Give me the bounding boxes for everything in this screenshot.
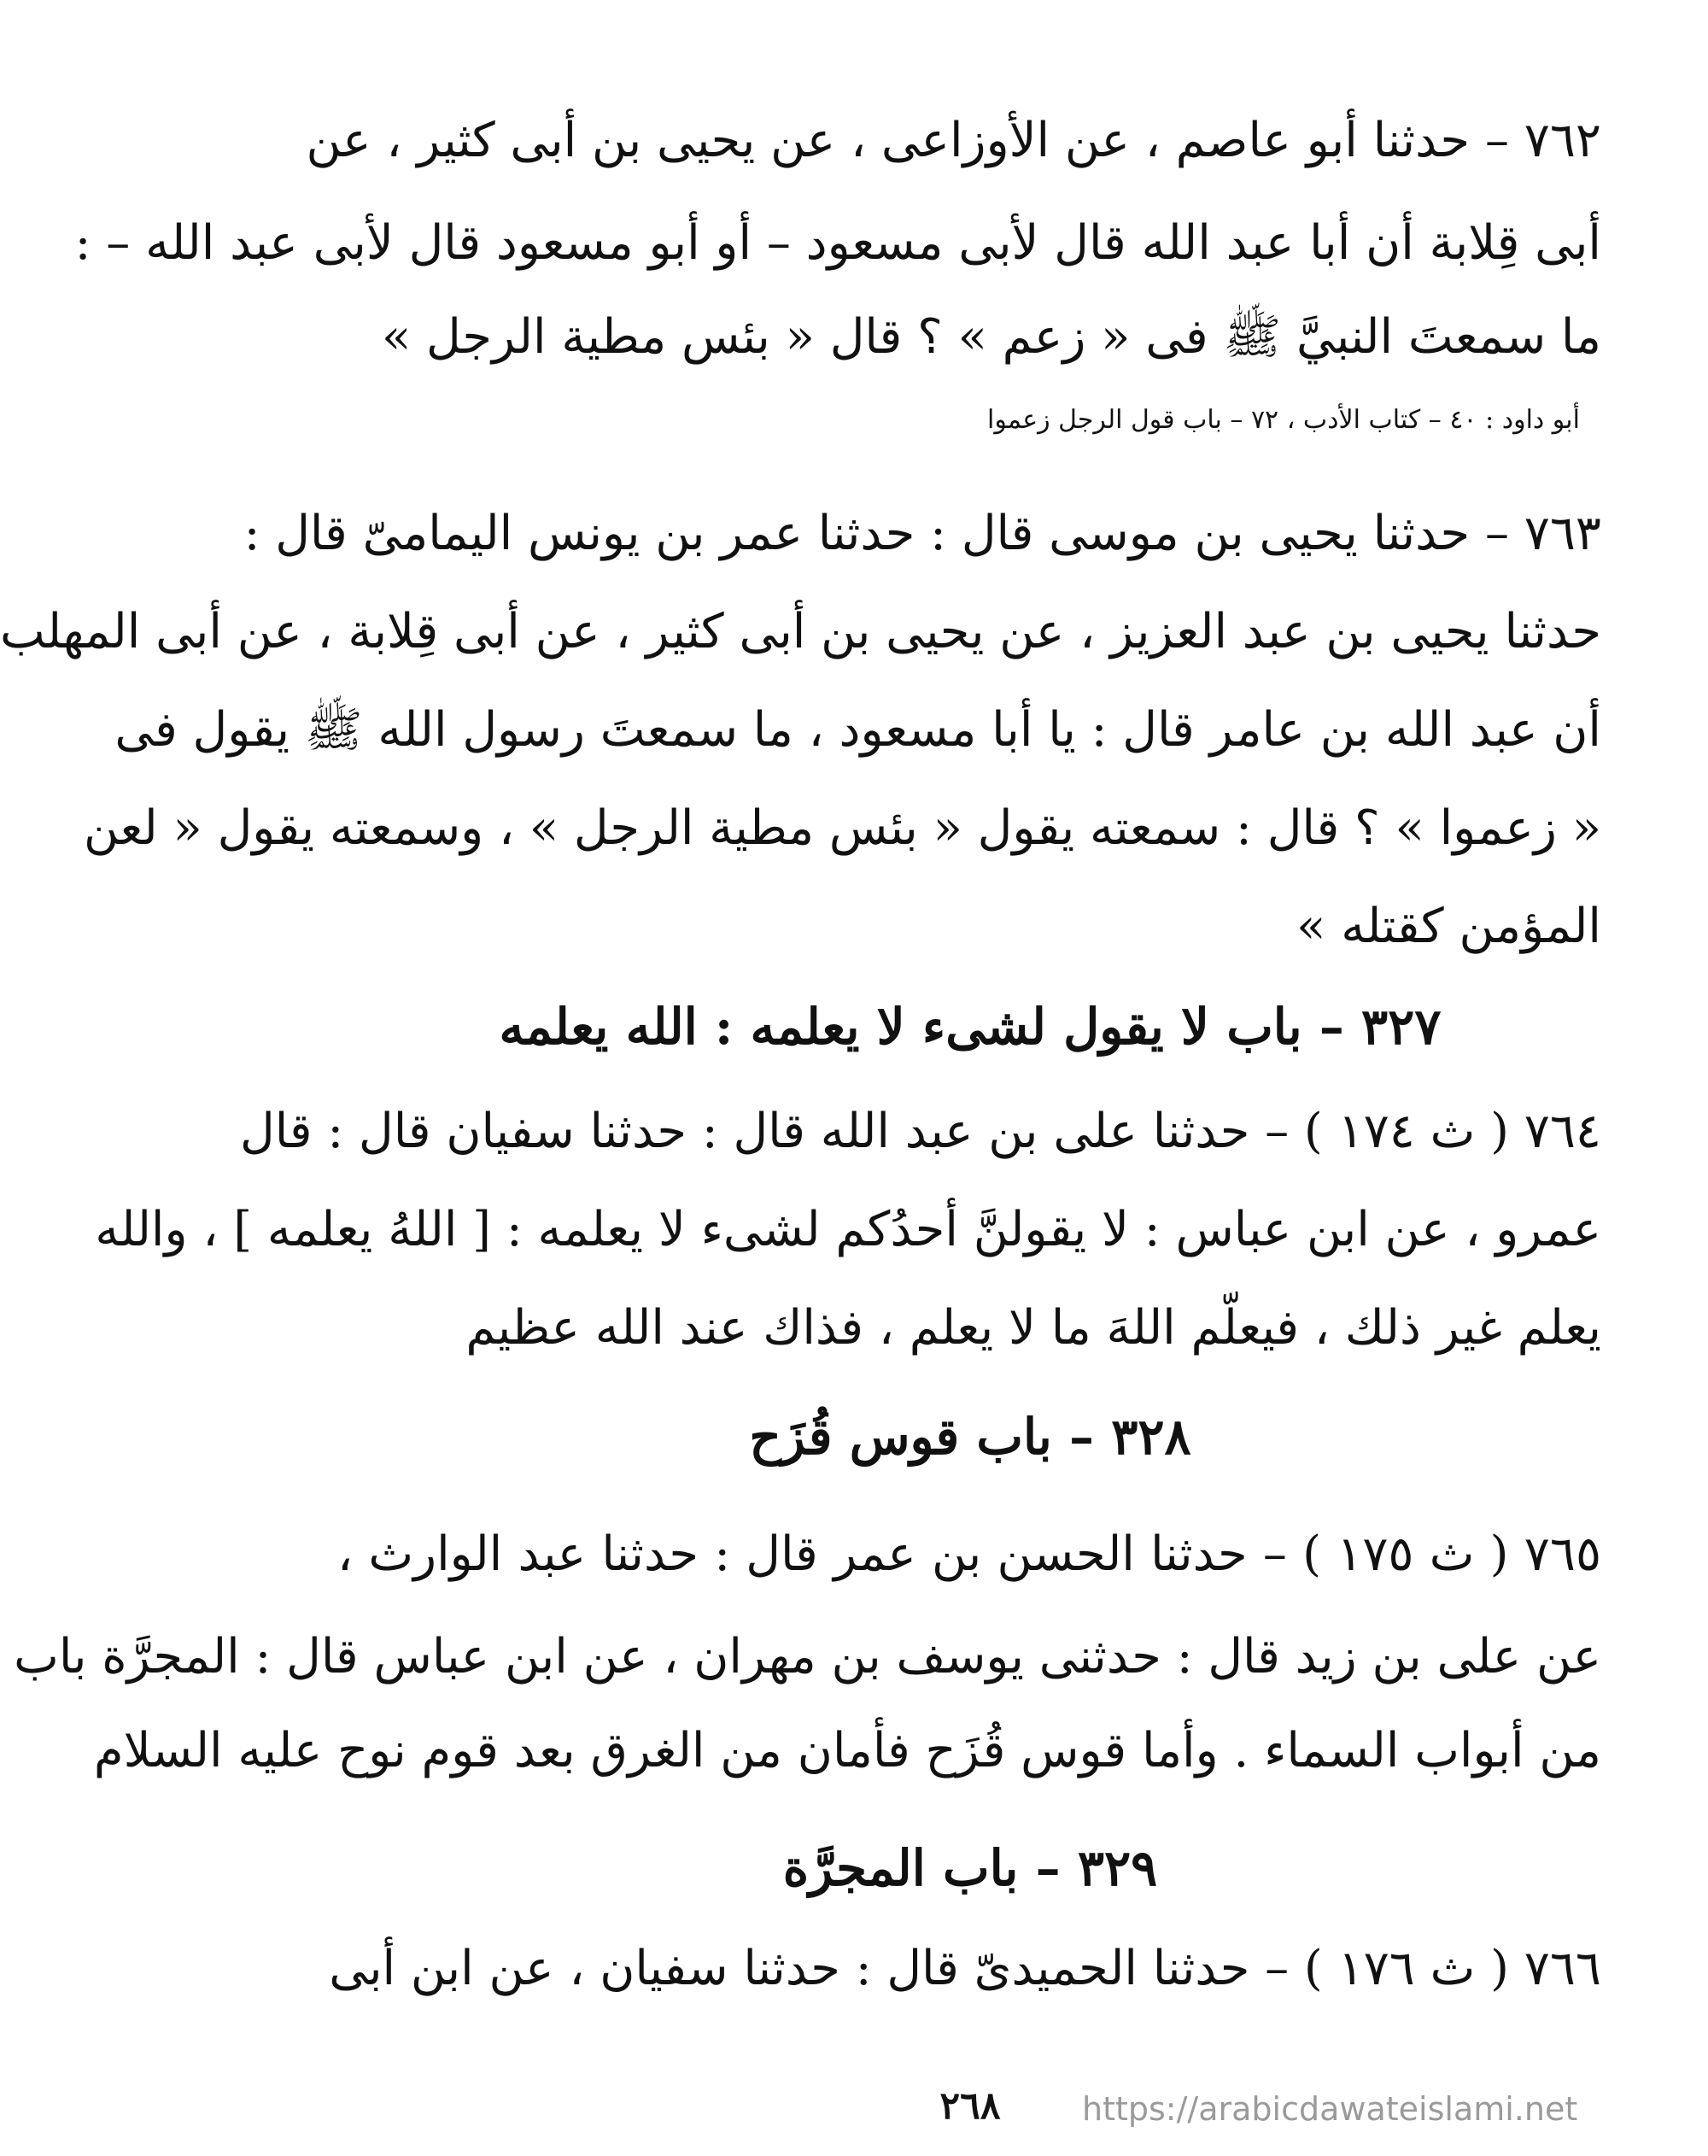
hadith-763-line-1: ٧٦٣ – حدثنا يحيى بن موسى قال : حدثنا عمر بن يونس اليمامىّ قال : [243,506,1601,561]
hadith-762-line-2: أبى قِلابة أن أبا عبد الله قال لأبى مسعود – أو أبو مسعود قال لأبى عبد الله – : [74,215,1601,271]
watermark-url: https://arabicdawateislami.net [1082,2090,1578,2128]
chapter-heading-328: ٣٢٨ – باب قوس قُزَح [749,1408,1191,1466]
footnote-reference: أبو داود : ٤٠ – كتاب الأدب ، ٧٢ – باب قول الرجل زعموا [987,405,1580,435]
hadith-762-line-3: ما سمعتَ النبيَّ ﷺ فى « زعم » ؟ قال « بئس مطية الرجل » [381,309,1601,365]
hadith-763-line-3: أن عبد الله بن عامر قال : يا أبا مسعود ، ما سمعتَ رسول الله ﷺ يقول فى [114,702,1601,758]
hadith-765-line-2: عن على بن زيد قال : حدثنى يوسف بن مهران ، عن ابن عباس قال : المجرَّة باب [14,1629,1601,1684]
hadith-766-line-1: ٧٦٦ ( ث ١٧٦ ) – حدثنا الحميدىّ قال : حدثنا سفيان ، عن ابن أبى [329,1941,1601,1996]
hadith-763-line-4: « زعموا » ؟ قال : سمعته يقول « بئس مطية الرجل » ، وسمعته يقول « لعن [84,800,1601,856]
chapter-heading-329: ٣٢٩ – باب المجرَّة [782,1839,1158,1897]
hadith-765-line-3: من أبواب السماء . وأما قوس قُزَح فأمان من الغرق بعد قوم نوح عليه السلام [93,1723,1601,1778]
hadith-763-line-2: حدثنا يحيى بن عبد العزيز ، عن يحيى بن أبى كثير ، عن أبى قِلابة ، عن أبى المهلب [0,604,1601,659]
hadith-762-line-1: ٧٦٢ – حدثنا أبو عاصم ، عن الأوزاعى ، عن يحيى بن أبى كثير ، عن [306,113,1601,168]
hadith-765-line-1: ٧٦٥ ( ث ١٧٥ ) – حدثنا الحسن بن عمر قال : حدثنا عبد الوارث ، [337,1526,1602,1582]
hadith-764-line-2: عمرو ، عن ابن عباس : لا يقولنَّ أحدُكم لشىء لا يعلمه : [ اللهُ يعلمه ] ، والله [95,1202,1601,1257]
chapter-heading-327: ٣٢٧ – باب لا يقول لشىء لا يعلمه : الله يعلمه [499,998,1442,1056]
hadith-764-line-3: يعلم غير ذلك ، فيعلّم اللهَ ما لا يعلم ، فذاك عند الله عظيم [465,1300,1601,1356]
hadith-763-line-5: المؤمن كقتله » [1296,899,1601,954]
hadith-764-line-1: ٧٦٤ ( ث ١٧٤ ) – حدثنا على بن عبد الله قال : حدثنا سفيان قال : قال [240,1104,1601,1159]
page-number: ٢٦٨ [939,2084,1001,2128]
